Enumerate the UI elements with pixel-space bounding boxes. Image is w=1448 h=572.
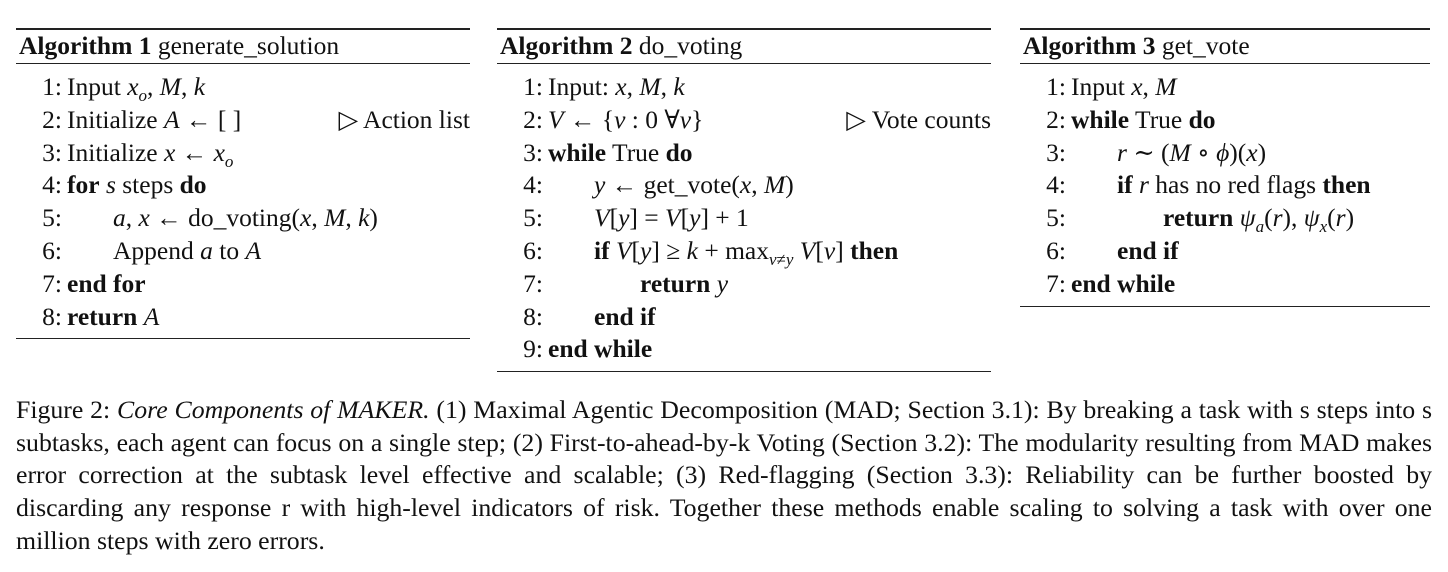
line-number: 5: <box>1046 203 1066 233</box>
line-number: 1: <box>523 72 543 101</box>
line-body: V ← {v : 0 ∀v} <box>548 104 704 134</box>
line-number: 6: <box>1046 235 1066 265</box>
line-number: 4: <box>523 170 543 200</box>
line-number: 2: <box>523 104 543 134</box>
line-number: 1: <box>1046 72 1066 101</box>
line-comment: ▷ Vote counts <box>846 104 991 134</box>
algo-line <box>1020 137 1430 170</box>
bottom-rule <box>1020 306 1430 307</box>
algo-line <box>497 268 991 301</box>
line-number: 1: <box>42 72 62 101</box>
header-rule <box>16 63 470 64</box>
caption-label: Figure 2: <box>16 395 111 424</box>
algo-line <box>497 104 991 137</box>
algo-line <box>16 169 470 202</box>
line-number: 8: <box>523 301 543 331</box>
line-number: 3: <box>1046 137 1066 167</box>
line-body: end if <box>594 301 656 331</box>
algorithm-header <box>16 30 470 63</box>
line-number: 4: <box>42 170 62 200</box>
line-number: 6: <box>523 235 543 265</box>
caption-text: (1) Maximal Agentic Decomposition (MAD; Section 3.1): By breaking a task with s steps into s subtasks, each agent can focus on a single step; (2) First-to-ahead-by-k Voting (Section 3.2): The modularity resulting from MAD makes error correction at the subtask level effective and scalable; (3) Red-flagging (Section 3.3): Reliability can be further boosted by discarding any response r with high-level indicators of risk. Together these methods enable scaling to solving a task with over one million steps with zero errors. <box>16 395 1433 555</box>
line-number: 7: <box>42 268 62 298</box>
algo-line <box>1020 202 1430 235</box>
algo-line <box>497 202 991 235</box>
line-number: 3: <box>42 137 62 167</box>
algo-line <box>497 301 991 334</box>
algorithm-name: do_voting <box>638 31 743 60</box>
algorithm-header <box>1020 30 1430 63</box>
line-body: return $\psi_a(r)$, $\psi_x(r)$ <box>1163 203 1355 237</box>
line-body: Initialize A ← [ ] <box>67 104 242 134</box>
line-body: end for <box>67 268 146 298</box>
algo-line <box>1020 268 1430 301</box>
line-body: Input x, M <box>1071 72 1177 101</box>
algo-line <box>1020 169 1430 202</box>
line-number: 3: <box>523 137 543 167</box>
line-number: 7: <box>523 268 543 298</box>
algo-line <box>16 71 470 104</box>
line-number: 8: <box>42 301 62 331</box>
line-body: a, x ← do_voting(x, M, k) <box>113 203 378 233</box>
line-body: while True do <box>548 137 693 167</box>
algo-line <box>16 137 470 170</box>
algorithm-name: get_vote <box>1161 31 1250 60</box>
algo-line <box>1020 71 1430 104</box>
caption-title: Core Components of MAKER. <box>117 395 430 424</box>
line-body: return A <box>67 301 160 331</box>
line-number: 7: <box>1046 268 1066 298</box>
bottom-rule <box>497 371 991 372</box>
line-body: if $V[y] \ge k + \max_{v\ne y} V[v]$ then <box>594 235 899 270</box>
line-number: 4: <box>1046 170 1066 200</box>
algo-line <box>497 137 991 170</box>
algo-line <box>497 333 991 366</box>
line-body: Append a to A <box>113 235 262 265</box>
algo-line <box>1020 104 1430 137</box>
algorithm-2 <box>497 28 991 372</box>
algo-line <box>16 301 470 334</box>
line-number: 5: <box>42 203 62 233</box>
algorithm-header <box>497 30 991 63</box>
line-body: end while <box>548 334 653 364</box>
line-body: y ← get_vote(x, M) <box>594 170 794 200</box>
bottom-rule <box>16 338 470 339</box>
line-number: 9: <box>523 334 543 364</box>
algorithm-label: Algorithm 2 <box>500 31 633 60</box>
line-body: return y <box>640 268 729 298</box>
algo-line <box>16 202 470 235</box>
line-body: for s steps do <box>67 170 207 200</box>
line-body: Input $x_o$, M, k <box>67 72 206 106</box>
algorithm-name: generate_solution <box>157 31 340 60</box>
algo-line <box>1020 235 1430 268</box>
line-body: end while <box>1071 268 1176 298</box>
figure-caption <box>16 394 1432 558</box>
algorithm-label: Algorithm 1 <box>19 31 152 60</box>
algo-line <box>497 71 991 104</box>
algo-line <box>16 268 470 301</box>
line-body: if r has no red flags then <box>1117 170 1371 200</box>
algo-line <box>497 235 991 268</box>
line-body: while True do <box>1071 104 1216 134</box>
line-comment: ▷ Action list <box>338 104 470 134</box>
line-body: V[y] = V[y] + 1 <box>594 203 749 233</box>
line-number: 2: <box>42 104 62 134</box>
line-body: end if <box>1117 235 1179 265</box>
line-body: Input: x, M, k <box>548 72 685 101</box>
header-rule <box>497 63 991 64</box>
algo-line <box>16 104 470 137</box>
algo-line <box>497 169 991 202</box>
line-body: Initialize x ← $x_o$ <box>67 137 234 171</box>
line-number: 5: <box>523 203 543 233</box>
line-number: 2: <box>1046 104 1066 134</box>
algorithm-label: Algorithm 3 <box>1023 31 1156 60</box>
algorithm-1 <box>16 28 470 339</box>
line-number: 6: <box>42 235 62 265</box>
line-body: r ∼ (M ∘ ϕ)(x) <box>1117 137 1267 167</box>
algo-line <box>16 235 470 268</box>
algorithm-3 <box>1020 28 1430 307</box>
header-rule <box>1020 63 1430 64</box>
